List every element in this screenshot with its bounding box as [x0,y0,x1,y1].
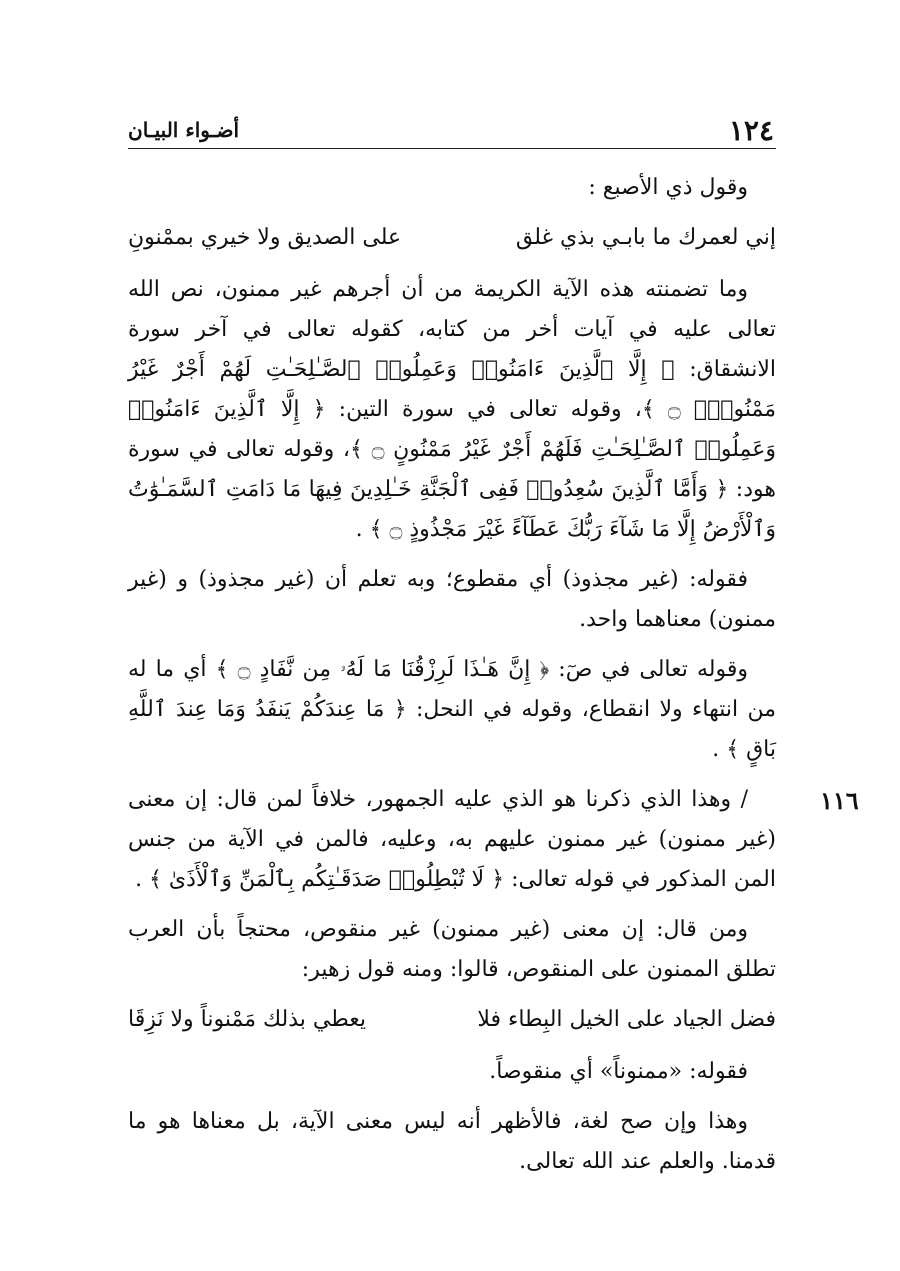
paragraph-verses-citation: وما تضمنته هذه الآية الكريمة من أن أجرهم غير ممنون، نص الله تعالى عليه في آيات أخر من كتابه، كقوله تعالى في آخر سورة الانشقاق: ﴿ إِلَّا ٱلَّذِينَ ءَامَنُوا۟ وَعَمِلُوا۟ ٱلصَّـٰلِحَـٰتِ لَهُمْ أَجْرٌ غَيْرُ مَمْنُونٍۭ ۝ ﴾، وقوله تعالى في سورة التين: ﴿ إِلَّا ٱلَّذِينَ ءَامَنُوا۟ وَعَمِلُوا۟ ٱلصَّـٰلِحَـٰتِ فَلَهُمْ أَجْرٌ غَيْرُ مَمْنُونٍ ۝ ﴾، وقوله تعالى في سورة هود: ﴿ وَأَمَّا ٱلَّذِينَ سُعِدُوا۟ فَفِى ٱلْجَنَّةِ خَـٰلِدِينَ فِيهَا مَا دَامَتِ ٱلسَّمَـٰوَٰتُ وَٱلْأَرْضُ إِلَّا مَا شَآءَ رَبُّكَ عَطَآءً غَيْرَ مَجْذُوذٍ ۝ ﴾ . [128,277,777,542]
margin-page-reference: ١١٦ [820,786,859,815]
poem-verse-2 [128,1000,776,1040]
page-number: ١٢٤ [728,114,774,147]
paragraph-manqus-view: ومن قال: إن معنى (غير ممنون) غير منقوص، محتجاً بأن العرب تطلق الممنون على المنقوص، قالوا: ومنه قول زهير: [128,917,776,982]
paragraph-ghayr-majdhudh: فقوله: (غير مجذوذ) أي مقطوع؛ وبه تعلم أن (غير مجذوذ) و (غير ممنون) معناهما واحد. [128,567,776,632]
verse-first-hemistich: فضل الجياد على الخيل البِطاء فلا [477,1007,776,1032]
paragraph-intro-quote: وقول ذي الأصبع : [588,175,748,200]
verse-second-hemistich: يعطي بذلك مَمْنوناً ولا نَزِقَا [128,1007,366,1032]
paragraph-mamnunan: فقوله: «ممنوناً» أي منقوصاً. [489,1059,748,1084]
page-header [128,112,776,149]
verse-second-hemistich: على الصديق ولا خيري بممْنونِ [128,225,402,250]
paragraph-jumhur-view: / وهذا الذي ذكرنا هو الذي عليه الجمهور، خلافاً لمن قال: إن معنى (غير ممنون) غير ممنون عليهم به، وعليه، فالمن في الآية من جنس المن المذكور في قوله تعالى: ﴿ لَا تُبْطِلُوا۟ صَدَقَـٰتِكُم بِٱلْمَنِّ وَٱلْأَذَىٰ ﴾ . [128,787,776,892]
poem-verse-1 [128,218,776,258]
paragraph-sad-nahl: وقوله تعالى في صٓ: ﴿ إِنَّ هَـٰذَا لَرِزْقُنَا مَا لَهُۥ مِن نَّفَادٍ ۝ ﴾ أي ما له من انتهاء ولا انقطاع، وقوله في النحل: ﴿ مَا عِندَكُمْ يَنفَدُ وَمَا عِندَ ٱللَّهِ بَاقٍ ﴾ . [128,657,776,762]
page-body [128,168,776,1192]
book-title: أضـواء البيـان [128,118,240,142]
verse-first-hemistich: إني لعمرك ما بابـي بذي غلق [515,225,776,250]
paragraph-conclusion: وهذا وإن صح لغة، فالأظهر أنه ليس معنى الآية، بل معناها هو ما قدمنا. والعلم عند الله تعالى. [128,1109,776,1174]
